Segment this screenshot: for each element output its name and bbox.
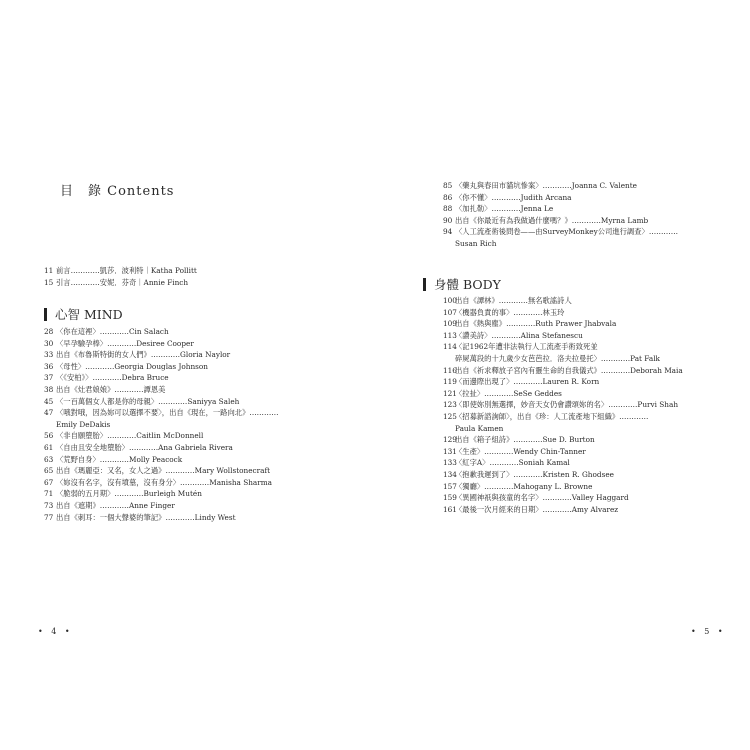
toc-entry[interactable] (44, 465, 366, 477)
toc-entry[interactable] (44, 338, 366, 350)
entry-text: 〈藥丸與春田市貓坑慘案〉…………Joanna C. Valente (455, 181, 638, 190)
entry-text: 〈妳沒有名字，沒有墳墓，沒有身分〉…………Manisha Sharma (56, 477, 273, 487)
entry-text: 〈自由且安全地墮胎〉…………Ana Gabriela Rivera (56, 442, 233, 452)
page-number: 38 (44, 384, 54, 394)
page-folio: • 4 • (38, 627, 73, 636)
toc-entry[interactable] (443, 226, 743, 238)
toc-entry[interactable] (443, 203, 743, 215)
toc-entry[interactable] (44, 430, 366, 442)
page-number: 159 (443, 493, 457, 503)
toc-entry[interactable] (44, 265, 364, 277)
entry-text: 〈紅字A〉…………Soniah Kamal (455, 458, 570, 468)
toc-entry[interactable] (443, 330, 748, 342)
page-number: 133 (443, 458, 457, 468)
page-number: 121 (443, 388, 457, 398)
toc-entry[interactable] (443, 446, 748, 458)
toc-entry[interactable] (443, 481, 748, 493)
toc-entry[interactable] (44, 488, 366, 500)
entry-text: 引言…………安妮．芬奇｜Annie Finch (56, 277, 189, 287)
page-number: 131 (443, 446, 457, 456)
entry-text: 〈抱歉我遲到了〉…………Kristen R. Ghodsee (455, 469, 614, 479)
entry-text: 〈加扎勒〉…………Jenna Le (455, 204, 554, 214)
entry-text: 〈你不懂〉…………Judith Arcana (455, 192, 572, 202)
entry-text: 出自《布魯斯特街的女人們》…………Gloria Naylor (56, 350, 231, 360)
entry-text: 〈異國神祇與孩童的名字〉…………Valley Haggard (455, 493, 629, 503)
page-number: 15 (44, 277, 54, 287)
page-number: 65 (44, 466, 54, 476)
entry-text: 〈《安柏》〉…………Debra Bruce (56, 373, 169, 383)
entry-text: 出自《刺耳：一個大聲婆的筆記》…………Lindy West (56, 512, 236, 522)
page-number: 113 (443, 330, 457, 340)
toc-entry[interactable] (443, 365, 748, 377)
page-number: 129 (443, 435, 457, 445)
toc-entry[interactable] (44, 349, 366, 361)
page-number: 161 (443, 504, 457, 514)
page-folio: • 5 • (691, 627, 726, 636)
page-number: 36 (44, 361, 54, 371)
entry-text: 〈即使妳別無選擇，妙音天女仍會讚頌妳的名〉…………Purvi Shah (455, 400, 679, 410)
entry-text: 出自《遮期》…………Anne Finger (56, 500, 175, 510)
toc-entry[interactable] (443, 457, 748, 469)
toc-entry[interactable] (443, 504, 748, 516)
toc-entry[interactable] (44, 512, 366, 524)
mind-continued-list (443, 180, 743, 250)
toc-entry[interactable] (443, 307, 748, 319)
page-number: 119 (443, 377, 457, 387)
heading-bar (423, 278, 426, 291)
entry-text: 〈而邊際出現了〉…………Lauren R. Korn (455, 377, 600, 387)
page-number: 114 (443, 342, 457, 352)
entry-text: 〈記1962年遭非法執行人工流產手術致死並 (455, 342, 598, 352)
toc-entry[interactable] (44, 326, 366, 338)
entry-text: 〈最後一次月經來的日期〉…………Amy Alvarez (455, 504, 619, 514)
toc-entry[interactable] (443, 492, 748, 504)
toc-entry[interactable] (443, 341, 748, 353)
entry-continuation: Susan Rich (455, 238, 497, 248)
toc-entry[interactable] (44, 361, 366, 373)
page-number: 116 (443, 365, 457, 375)
page-number: 100 (443, 296, 457, 305)
toc-entry[interactable] (44, 277, 364, 289)
page-number: 11 (44, 266, 54, 275)
section-heading-text: 身體 BODY (434, 277, 501, 292)
entry-text: 〈獨廳〉…………Mahogany L. Browne (455, 481, 593, 491)
entry-text: 〈母性〉…………Georgia Douglas Johnson (56, 361, 208, 371)
page-number: 61 (44, 442, 54, 452)
page-number: 94 (443, 227, 453, 237)
contents-title: 目 錄 Contents (60, 184, 175, 199)
page-number: 47 (44, 408, 54, 418)
page-number: 86 (443, 192, 453, 202)
entry-text: 出自《譚林》…………無名歌謠詩人 (455, 296, 572, 305)
entry-text: 〈招募新諮詢師〉，出自《珍：人工流產地下組織》………… (455, 411, 649, 421)
entry-text: 〈機器負責的事〉…………林玉玲 (455, 307, 565, 317)
heading-bar (44, 308, 47, 321)
entry-text: 前言…………凱莎．波利特｜Katha Pollitt (56, 266, 197, 275)
entry-text: 出自《祈求釋放子宮內有靈生命的自我儀式》…………Deborah Maia (455, 365, 683, 375)
entry-text: 〈非自願墮胎〉…………Caitlin McDonnell (56, 431, 204, 441)
page-number: 45 (44, 396, 54, 406)
page-number: 67 (44, 477, 54, 487)
page-number: 28 (44, 327, 54, 336)
toc-entry[interactable] (44, 442, 366, 454)
entry-text: 〈哦對哦，因為妳可以選擇不要〉，出自《現在，一路向北》………… (56, 408, 279, 418)
section-heading-text: 心智 MIND (55, 307, 123, 322)
toc-entry[interactable] (443, 411, 748, 423)
toc-entry[interactable] (443, 180, 743, 192)
toc-entry[interactable] (443, 192, 743, 204)
entry-text: 出自《你最近有為我做過什麼嗎？》…………Myrna Lamb (455, 215, 649, 225)
toc-entry[interactable] (443, 215, 743, 227)
toc-entry[interactable] (443, 469, 748, 481)
toc-entry[interactable] (44, 372, 366, 384)
page-number: 125 (443, 411, 457, 421)
entry-text: 出自《灶君娘娘》…………譚恩美 (56, 384, 166, 394)
toc-entry[interactable] (443, 399, 748, 411)
entry-continuation: Paula Kamen (455, 423, 504, 433)
entry-text: 〈早孕驗孕棒〉…………Desiree Cooper (56, 338, 194, 348)
section-heading-body (423, 275, 501, 293)
right-page (375, 0, 750, 750)
page-number: 77 (44, 512, 54, 522)
entry-text: 〈脆弱的五月期〉…………Burleigh Mutén (56, 489, 202, 499)
page-number: 109 (443, 319, 457, 329)
toc-entry[interactable] (44, 384, 366, 396)
page-number: 157 (443, 481, 457, 491)
entry-text: 〈生產〉…………Wendy Chin-Tanner (455, 446, 586, 456)
page-number: 123 (443, 400, 457, 410)
page-number: 63 (44, 454, 54, 464)
page-number: 33 (44, 350, 54, 360)
entry-text: 〈荒野自身〉…………Molly Peacock (56, 454, 183, 464)
entry-text: 〈讚美詩〉…………Alina Stefanescu (455, 330, 583, 340)
toc-entry[interactable] (443, 295, 748, 307)
entry-text: 出自《箱子組詩》…………Sue D. Burton (455, 435, 595, 445)
toc-entry[interactable] (443, 388, 748, 400)
toc-entry[interactable] (443, 376, 748, 388)
toc-entry[interactable] (443, 434, 748, 446)
entry-text: 出自《瑪麗亞：又名，女人之過》…………Mary Wollstonecraft (56, 466, 271, 476)
page-number: 73 (44, 500, 54, 510)
entry-text: 〈你在這裡〉…………Cin Salach (56, 327, 169, 336)
body-entries-list (443, 295, 748, 515)
entry-text: 〈人工流產術後問卷——由SurveyMonkey公司進行調查〉………… (455, 227, 679, 237)
toc-entry[interactable] (44, 477, 366, 489)
toc-entry[interactable] (443, 318, 748, 330)
page-number: 71 (44, 489, 54, 499)
page-number: 85 (443, 181, 453, 190)
intro-list (44, 265, 364, 288)
entry-text: 出自《熱與塵》…………Ruth Prawer Jhabvala (455, 319, 617, 329)
entry-text: 〈一百萬個女人都是你的母親〉…………Saniyya Saleh (56, 396, 240, 406)
toc-entry[interactable] (44, 407, 366, 419)
mind-entries-list (44, 326, 366, 523)
page-number: 56 (44, 431, 54, 441)
page-number: 88 (443, 204, 453, 214)
page-number: 30 (44, 338, 54, 348)
page-number: 90 (443, 215, 453, 225)
entry-continuation: Emily DeDakis (56, 419, 111, 429)
entry-text: 〈拉扯〉…………SeSe Geddes (455, 388, 562, 398)
toc-entry[interactable] (44, 396, 366, 408)
page-number: 37 (44, 373, 54, 383)
entry-continuation: 碎屍萬段的十九歲少女芭芭拉．洛夫拉曼托〉…………Pat Falk (455, 353, 660, 363)
toc-entry[interactable] (44, 500, 366, 512)
page-number: 134 (443, 469, 457, 479)
page-number: 107 (443, 307, 457, 317)
section-heading-mind (44, 305, 123, 323)
toc-entry[interactable] (44, 454, 366, 466)
